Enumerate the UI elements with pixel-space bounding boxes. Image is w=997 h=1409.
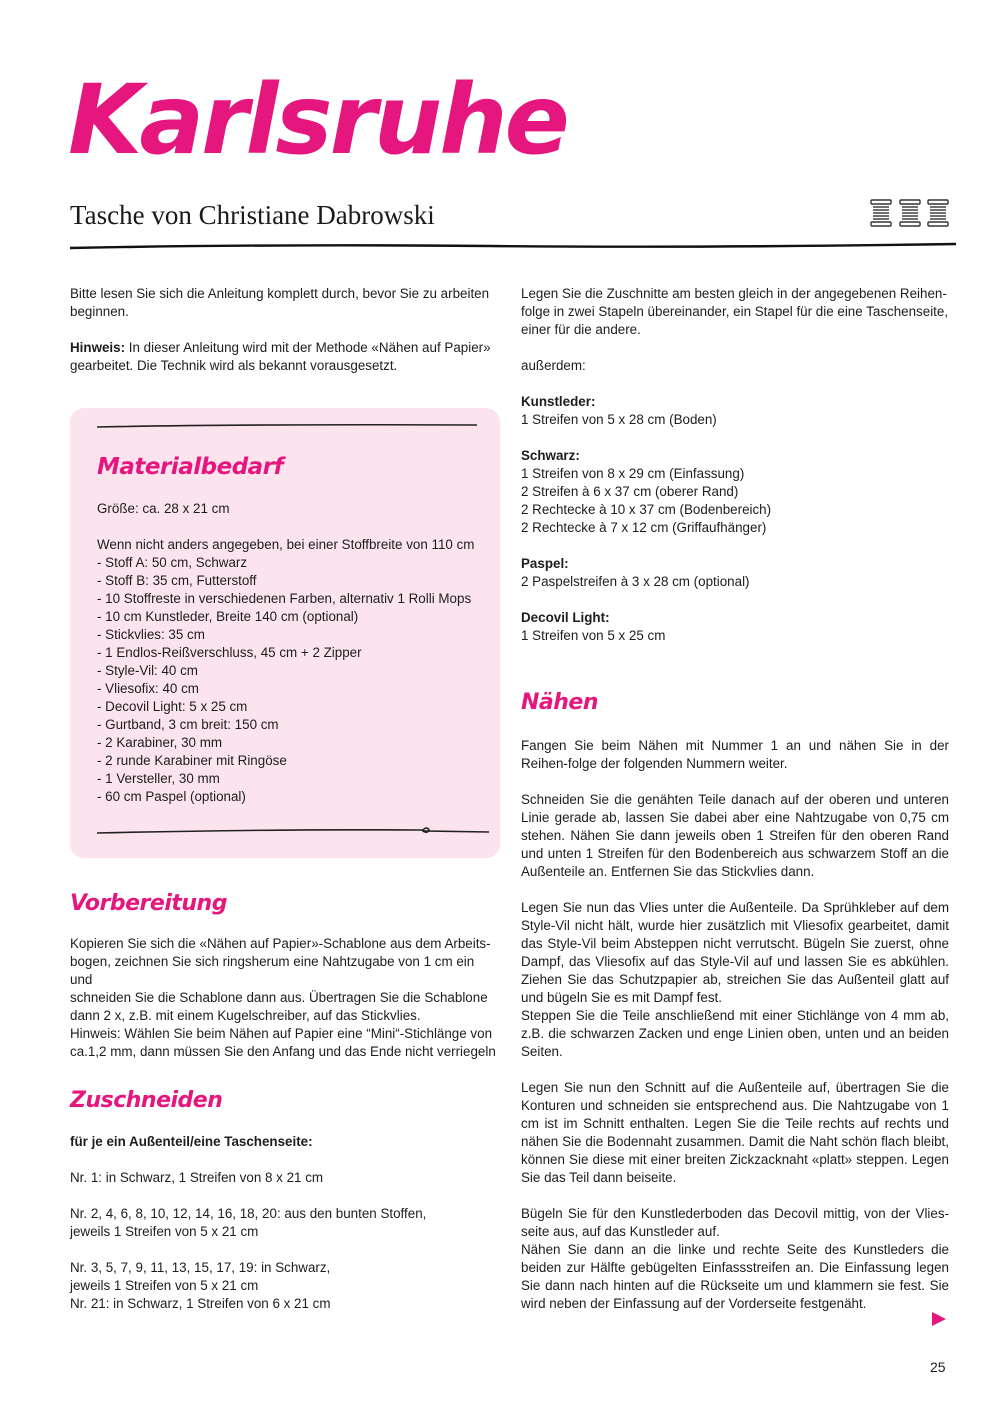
preparation-line: bogen, zeichnen Sie sich ringsherum eine Nahtzugabe von 1 cm ein und — [70, 954, 475, 987]
cutting-text — [70, 1133, 500, 1313]
sewing-paragraph: Bügeln Sie für den Kunstlederboden das Decovil mittig, von der Vlies-seite aus, auf das Kunstleder auf. — [521, 1206, 949, 1239]
cutting-subheading: für je ein Außenteil/eine Taschenseite: — [70, 1134, 313, 1149]
cutting-line: Nr. 3, 5, 7, 9, 11, 13, 15, 17, 19: in Schwarz, — [70, 1260, 331, 1275]
materials-top-divider — [97, 420, 477, 432]
kunstleder-label: Kunstleder: — [521, 394, 596, 409]
cutting-line: Nr. 2, 4, 6, 8, 10, 12, 14, 16, 18, 20: aus den bunten Stoffen, — [70, 1206, 427, 1221]
materials-bottom-divider — [97, 824, 489, 838]
list-item: 2 Rechtecke à 7 x 12 cm (Griffaufhänger) — [521, 520, 767, 535]
list-item: - Style-Vil: 40 cm — [97, 663, 198, 678]
preparation-line: schneiden Sie die Schablone dann aus. Übertragen Sie die Schablone — [70, 990, 488, 1005]
list-item: - 1 Endlos-Reißverschluss, 45 cm + 2 Zipper — [97, 645, 362, 660]
materials-heading: Materialbedarf — [97, 454, 284, 480]
list-item: - Decovil Light: 5 x 25 cm — [97, 699, 248, 714]
thread-spool-icon — [868, 198, 950, 228]
cutting-line: Nr. 21: in Schwarz, 1 Streifen von 6 x 21 cm — [70, 1296, 331, 1311]
header-divider — [70, 236, 956, 256]
list-item: - 2 Karabiner, 30 mm — [97, 735, 223, 750]
preparation-line: Hinweis: Wählen Sie beim Nähen auf Papier eine “Mini“-Stichlänge von — [70, 1026, 493, 1041]
preparation-text — [70, 935, 500, 1061]
schwarz-label: Schwarz: — [521, 448, 580, 463]
materials-intro: Wenn nicht anders angegeben, bei einer Stoffbreite von 110 cm — [97, 537, 475, 552]
page-title: Karlsruhe — [68, 64, 567, 176]
list-item: - 10 cm Kunstleder, Breite 140 cm (optional) — [97, 609, 359, 624]
intro-hint — [70, 339, 500, 375]
sewing-paragraph: Legen Sie nun den Schnitt auf die Außenteile auf, übertragen Sie die Konturen und schneiden sie entsprechend aus. Die Nahtzugabe von 1 cm ist im Schnitt enthalten. Legen Sie die Teile rechts auf rechts und nähen Sie die Bodennaht zusammen. Damit die Naht schön flach bleibt, können Sie diese mit einer breiten Zickzacknaht «platt» steppen. Legen Sie das Teil dann beiseite. — [521, 1080, 949, 1185]
list-item: - Stickvlies: 35 cm — [97, 627, 205, 642]
sewing-text — [521, 737, 949, 1313]
list-item: - 1 Versteller, 30 mm — [97, 771, 220, 786]
list-item: - Stoff B: 35 cm, Futterstoff — [97, 573, 257, 588]
decovil-label: Decovil Light: — [521, 610, 610, 625]
sewing-paragraph: Schneiden Sie die genähten Teile danach auf der oberen und unteren Linie gerade ab, lassen Sie dabei aber eine Nahtzugabe von 0,75 cm stehen. Nähen Sie dann jeweils oben 1 Streifen für den oberen Rand und unten 1 Streifen für den Bodenbereich aus schwarzem Stoff an die Außenteile an. Entfernen Sie das Stickvlies dann. — [521, 792, 949, 879]
intro-text — [70, 285, 500, 375]
list-item: - Gurtband, 3 cm breit: 150 cm — [97, 717, 279, 732]
paspel-label: Paspel: — [521, 556, 569, 571]
list-item: - Stoff A: 50 cm, Schwarz — [97, 555, 248, 570]
list-item: - 2 runde Karabiner mit Ringöse — [97, 753, 287, 768]
list-item: 1 Streifen von 5 x 25 cm — [521, 628, 666, 643]
preparation-heading: Vorbereitung — [70, 891, 227, 916]
cutting-line: Nr. 1: in Schwarz, 1 Streifen von 8 x 21 cm — [70, 1170, 324, 1185]
preparation-line: Kopieren Sie sich die «Nähen auf Papier»-Schablone aus dem Arbeits- — [70, 936, 491, 951]
cutting-line: jeweils 1 Streifen von 5 x 21 cm — [70, 1224, 259, 1239]
list-item: 1 Streifen von 5 x 28 cm (Boden) — [521, 412, 717, 427]
next-page-arrow-icon[interactable] — [931, 1311, 947, 1327]
list-item: 2 Rechtecke à 10 x 37 cm (Bodenbereich) — [521, 502, 772, 517]
preparation-line: dann 2 x, z.B. mit einem Kugelschreiber, auf das Stickvlies. — [70, 1008, 421, 1023]
list-item: 1 Streifen von 8 x 29 cm (Einfassung) — [521, 466, 745, 481]
intro-paragraph: Bitte lesen Sie sich die Anleitung komplett durch, bevor Sie zu arbeiten beginnen. — [70, 286, 490, 319]
list-item: - Vliesofix: 40 cm — [97, 681, 199, 696]
sewing-heading: Nähen — [521, 690, 599, 715]
hint-label: Hinweis: — [70, 340, 126, 355]
preparation-line: ca.1,2 mm, dann müssen Sie den Anfang und das Ende nicht verriegeln — [70, 1044, 496, 1059]
list-item: - 10 Stoffreste in verschiedenen Farben, alternativ 1 Rolli Mops — [97, 591, 472, 606]
materials-list — [97, 500, 487, 806]
page-subtitle: Tasche von Christiane Dabrowski — [70, 200, 435, 230]
sewing-paragraph: Fangen Sie beim Nähen mit Nummer 1 an und nähen Sie in der Reihen-folge der folgenden Nummern weiter. — [521, 738, 949, 771]
list-item: 2 Paspelstreifen à 3 x 28 cm (optional) — [521, 574, 750, 589]
right-column-cutting — [521, 285, 949, 645]
list-item: - 60 cm Paspel (optional) — [97, 789, 246, 804]
page-number: 25 — [930, 1359, 946, 1375]
hint-text: In dieser Anleitung wird mit der Methode «Nähen auf Papier» gearbeitet. Die Technik wird als bekannt vorausgesetzt. — [70, 340, 491, 373]
materials-size: Größe: ca. 28 x 21 cm — [97, 501, 230, 516]
sewing-paragraph: Legen Sie nun das Vlies unter die Außenteile. Da Sprühkleber auf dem Style-Vil nicht hält, wurde hier zusätzlich mit Vliesofix gearbeitet, damit das Style-Vil beim Absteppen nicht verrutscht. Bügeln Sie zuerst, ohne Dampf, das Vliesofix auf das Style-Vil auf und lassen Sie es abkühlen. Ziehen Sie das Schutzpapier ab, streichen Sie das Außenteil glatt auf und bügeln Sie es mit Dampf fest. — [521, 900, 949, 1005]
sewing-paragraph: Steppen Sie die Teile anschließend mit einer Stichlänge von 4 mm ab, z.B. die schwarzen Zacken und enge Linien oben, unten und an beiden Seiten. — [521, 1008, 949, 1059]
cutting-line: jeweils 1 Streifen von 5 x 21 cm — [70, 1278, 259, 1293]
cutting-heading: Zuschneiden — [70, 1088, 223, 1113]
list-item: 2 Streifen à 6 x 37 cm (oberer Rand) — [521, 484, 739, 499]
stack-text: Legen Sie die Zuschnitte am besten gleich in der angegebenen Reihen-folge in zwei Stapeln übereinander, ein Stapel für die eine Taschenseite, einer für die andere. — [521, 286, 949, 337]
sewing-paragraph: Nähen Sie dann an die linke und rechte Seite des Kunstleders die beiden zur Hälfte gebügelten Einfassstreifen an. Die Einfassung legen Sie dann nach hinten auf die Rückseite um und klammern sie fest. Sie wird neben der Einfassung auf der Vorderseite festgenäht. — [521, 1242, 949, 1311]
also-label: außerdem: — [521, 358, 586, 373]
